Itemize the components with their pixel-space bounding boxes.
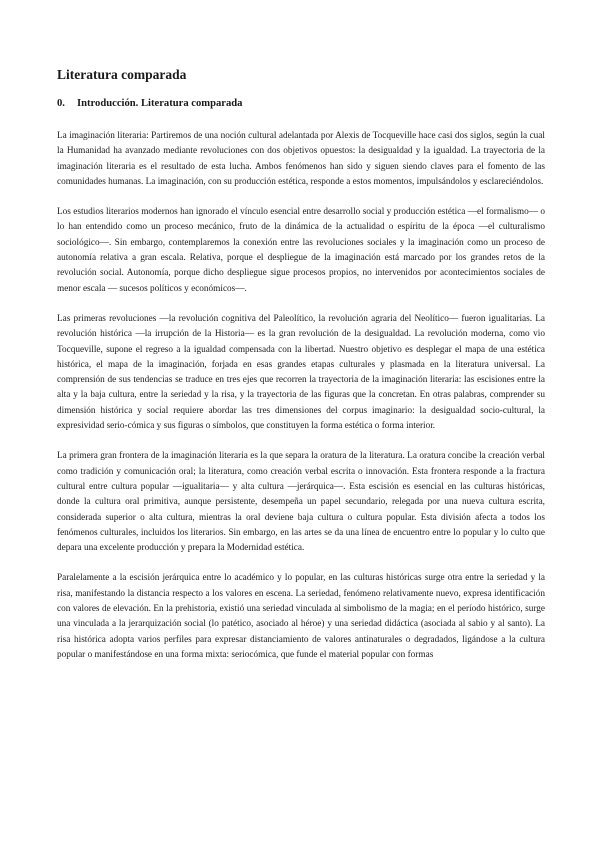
paragraph-5: Paralelamente a la escisión jerárquica entre lo académico y lo popular, en las culturas históricas surge otra entre la seriedad y la risa, manifestando la distancia respecto a los valores en escena. La seriedad, fenómeno relativamente nuevo, expresa identificación con valores de elevación. En la prehistoria, existió una seriedad vinculada al simbolismo de la magia; en el período histórico, surge una vinculada a la jerarquización social (lo patético, asociado al héroe) y una seriedad didáctica (asociada al sabio y al santo). La risa histórica adopta varios perfiles para expresar distanciamiento de valores antinaturales o degradados, ligándose a la cultura popular o manifestándose en una forma mixta: seriocómica, que funde el material popular con formas bbox=[57, 573, 545, 660]
paragraph-3: Las primeras revoluciones —la revolución cognitiva del Paleolítico, la revolución agraria del Neolítico— fueron igualitarias. La revolución histórica —la irrupción de la Historia— es la gran revolución de la desigualdad. La revolución moderna, como vio Tocqueville, supone el regreso a la igualdad compensada con la libertad. Nuestro objetivo es desplegar el mapa de una estética histórica, el mapa de la imaginación, forjada en esas grandes etapas culturales y plasmada en la literatura universal. La comprensión de sus tendencias se traduce en tres ejes que recorren la trayectoria de la imaginación literaria: las escisiones entre la alta y la baja cultura, entre la seriedad y la risa, y la trayectoria de las figuras que la concretan. En otras palabras, comprender su dimensión histórica y social requiere abordar las tres dimensiones del corpus imaginario: la desigualdad socio-cultural, la expresividad serio-cómica y sus figuras o símbolos, que constituyen la forma estética o forma interior. bbox=[57, 313, 545, 432]
section-heading bbox=[57, 97, 545, 111]
paragraph-4: La primera gran frontera de la imaginación literaria es la que separa la oratura de la literatura. La oratura concibe la creación verbal como tradición y comunicación oral; la literatura, como creación verbal escrita o innovación. Esta frontera responde a la fractura cultural entre cultura popular —igualitaria— y alta cultura —jerárquica—. Esta escisión es esencial en las culturas históricas, donde la cultura oral primitiva, aunque persistente, desempeña un papel secundario, relegada por una nueva cultura escrita, considerada superior o alta cultura, mientras la oral deviene baja cultura o cultura popular. Esta división afecta a todos los fenómenos culturales, incluidos los literarios. Sin embargo, en las artes se da una línea de encuentro entre lo popular y lo culto que depara una excelente producción y prepara la Modernidad estética. bbox=[57, 451, 545, 554]
paragraph-2: Los estudios literarios modernos han ignorado el vínculo esencial entre desarrollo social y producción estética —el formalismo— o lo han entendido como un proceso mecánico, fruto de la dinámica de la actualidad o espíritu de la época —el culturalismo sociológico—. Sin embargo, contemplaremos la conexión entre las revoluciones sociales y la imaginación como un proceso de autonomía relativa a gran escala. Relativa, porque el despliegue de la imaginación está marcado por los grandes retos de la revolución social. Autonomía, porque dicho despliegue sigue procesos propios, no intervenidos por acontecimientos sociales de menor escala — sucesos políticos y económicos—. bbox=[57, 207, 545, 294]
section-number: 0. bbox=[57, 98, 65, 109]
paragraph-1: La imaginación literaria: Partiremos de una noción cultural adelantada por Alexis de Tocqueville hace casi dos siglos, según la cual la Humanidad ha avanzado mediante revoluciones con dos objetivos opuestos: la desigualdad y la igualdad. La trayectoria de la imaginación literaria es el resultado de esta lucha. Ambos fenómenos han sido y siguen siendo claves para el fomento de las comunidades humanas. La imaginación, con su producción estética, responde a estos momentos, impulsándolos y esclareciéndolos. bbox=[57, 131, 545, 187]
section-title: Introducción. Literatura comparada bbox=[77, 98, 243, 109]
page-content bbox=[57, 66, 545, 678]
document-title: Literatura comparada bbox=[57, 67, 187, 82]
